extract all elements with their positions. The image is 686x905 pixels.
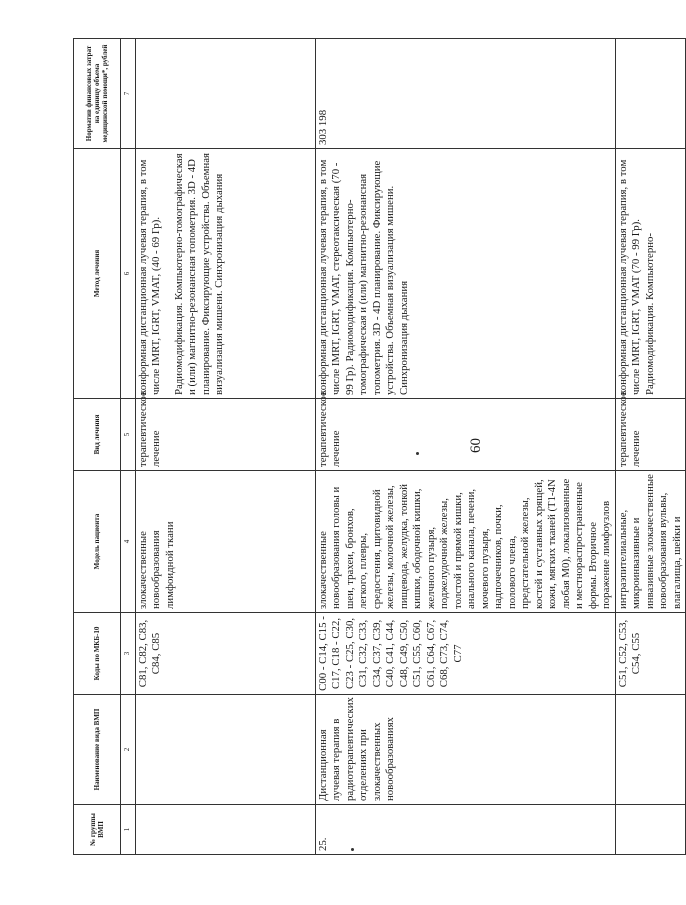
cell-cost: 303 198	[315, 39, 615, 149]
cell-method	[135, 149, 315, 399]
table-row	[315, 39, 615, 855]
cell-model: злокачественные новообразования лимфоидной ткани	[135, 471, 315, 613]
table-row	[135, 39, 315, 855]
cell-name	[135, 695, 315, 805]
cell-treatment: терапевтическое лечение	[135, 399, 315, 471]
cell-group	[135, 805, 315, 855]
cell-method: конформная дистанционная лучевая терапия, в том числе IMRT, IGRT, VMAT (70 - 99 Гр). Радиомодификация. Компьютерно-	[615, 149, 686, 399]
col-number: 1	[121, 805, 136, 855]
header-treatment: Вид лечения	[74, 399, 121, 471]
cell-model: интраэпителиальные, микроинвазивные и инвазивные злокачественные новообразования вульвы, влагалища, шейки и	[615, 471, 686, 613]
col-number: 7	[121, 39, 136, 149]
header-codes: Коды по МКБ-10	[74, 613, 121, 695]
page-number: 60	[468, 438, 484, 453]
cell-group	[615, 805, 686, 855]
method-text-b: Радиомодификация. Компьютерно-томографическая и (или) магнитно-резонансная топометрия. 3D - 4D планирование. Фиксирующие устройства. Объемная визуализация мишени. Синхронизация дыхания	[172, 152, 225, 395]
method-text-a: конформная дистанционная лучевая терапия, в том числе IMRT, IGRT, VMAT, (40 - 69 Гр).	[136, 159, 162, 395]
table-row	[615, 39, 686, 855]
col-number: 6	[121, 149, 136, 399]
header-model: Модель пациента	[74, 471, 121, 613]
col-number: 3	[121, 613, 136, 695]
cell-treatment: терапевтическое лечение	[315, 399, 615, 471]
cell-codes: C81, C82, C83, C84, C85	[135, 613, 315, 695]
cell-name: Дистанционная лучевая терапия в радиотерапевтических отделениях при злокачественных новообразованиях	[315, 695, 615, 805]
header-name: Наименование вида ВМП	[74, 695, 121, 805]
header-group: № группы ВМП	[74, 805, 121, 855]
cell-cost	[615, 39, 686, 149]
col-number: 4	[121, 471, 136, 613]
col-number: 5	[121, 399, 136, 471]
header-row	[74, 39, 121, 855]
rotated-table-container	[73, 39, 683, 855]
cell-treatment: терапевтическое лечение	[615, 399, 686, 471]
cell-codes: C00 - C14, C15 - C17, C18 - C22, C23 - C25, C30, C31, C32, C33, C34, C37, C39, C40, C41, C44, C48, C49, C50, C51, C55, C60, C61, C64, C67, C68, C73, C74, C77	[315, 613, 615, 695]
column-number-row	[121, 39, 136, 855]
header-method: Метод лечения	[74, 149, 121, 399]
cell-model: злокачественные новообразования головы и шеи, трахеи, бронхов, легкого, плевры, средостения, щитовидной железы, молочной железы, пищевода, желудка, тонкой кишки, ободочной кишки, желчного пузыря, поджелудочной железы, толстой и прямой кишки, анального канала, печени, мочевого пузыря, надпочечников, почки, полового члена, предстательной железы, костей и суставных хрящей, кожи, мягких тканей (T1-4N любая M0), локализованные и местнораспространенные формы. Вторичное поражение лимфоузлов	[315, 471, 615, 613]
header-cost: Норматив финансовых затрат на единицу объема медицинской помощи*, рублей	[74, 39, 121, 149]
cell-group: 25.	[315, 805, 615, 855]
vmp-table	[73, 38, 686, 855]
cell-codes: C51, C52, C53, C54, C55	[615, 613, 686, 695]
cell-name	[615, 695, 686, 805]
col-number: 2	[121, 695, 136, 805]
cell-cost	[135, 39, 315, 149]
cell-method: конформная дистанционная лучевая терапия, в том числе IMRT, IGRT, VMAT, стереотаксическая (70 - 99 Гр). Радиомодификация. Компьютерно-томографическая и (или) магнитно-резонансная топометрия. 3D - 4D планирование. Фиксирующие устройства. Объемная визуализация мишени. Синхронизация дыхания	[315, 149, 615, 399]
